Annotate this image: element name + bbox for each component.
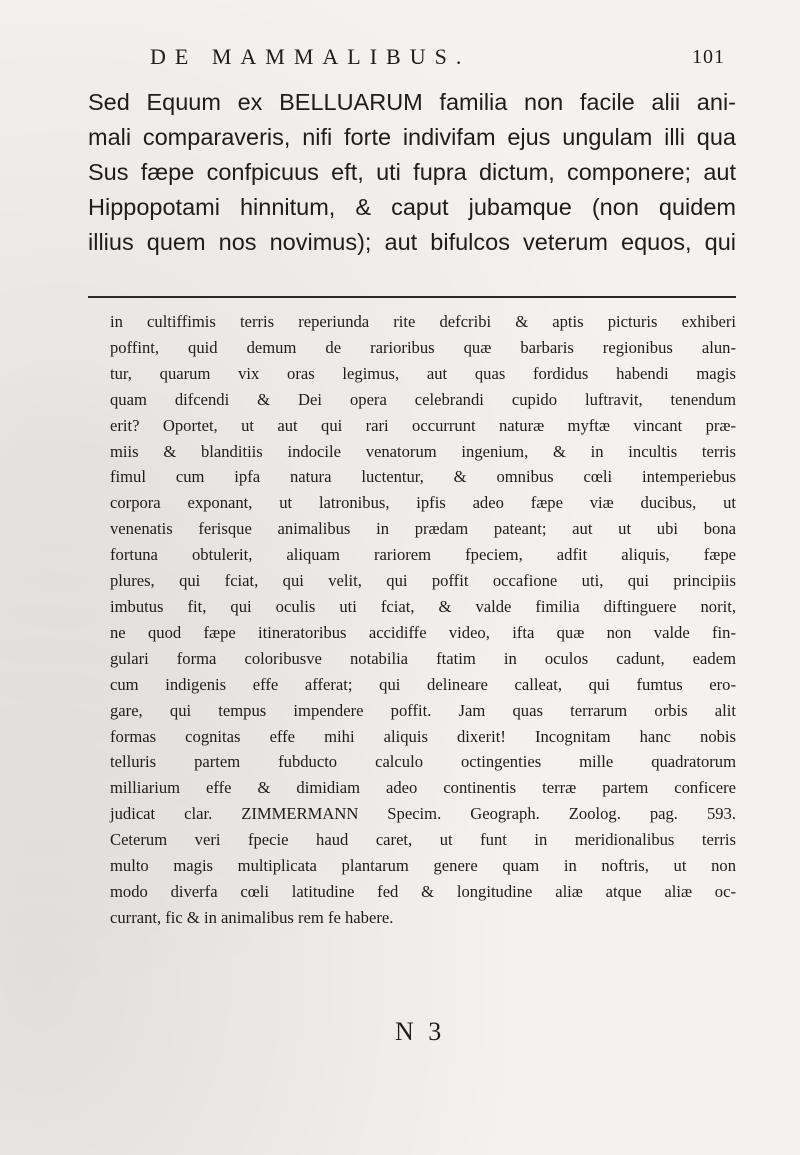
page-number: 101: [692, 46, 725, 68]
note-line: gulari forma coloribusve notabilia ftatim in oculos cadunt, eadem: [110, 648, 736, 668]
main-line: mali comparaveris, nifi forte indivifam ejus ungulam illi qua: [88, 124, 736, 150]
note-line: ne quod fæpe itineratoribus accidiffe video, ifta quæ non valde fin-: [110, 622, 736, 642]
note-line: judicat clar. ZIMMERMANN Specim. Geograph. Zoolog. pag. 593.: [110, 804, 736, 824]
note-line: milliarium effe & dimidiam adeo continentis terræ partem conficere: [110, 778, 736, 798]
main-line: Sed Equum ex BELLUARUM familia non facile alii ani-: [88, 89, 736, 115]
note-line: Ceterum veri fpecie haud caret, ut funt in meridionalibus terris: [110, 830, 736, 850]
note-line: erit? Oportet, ut aut qui rari occurrunt naturæ myftæ vincant præ-: [110, 415, 736, 435]
main-line: illius quem nos novimus); aut bifulcos veterum equos, qui: [88, 229, 736, 255]
main-paragraph: [88, 85, 736, 260]
note-line: miis & blanditiis indocile venatorum ingenium, & in incultis terris: [110, 441, 736, 461]
note-line: modo diverfa cœli latitudine fed & longitudine aliæ atque aliæ oc-: [110, 881, 736, 901]
note-line: plures, qui fciat, qui velit, qui poffit occafione uti, qui principiis: [110, 571, 736, 591]
note-line: venenatis ferisque animalibus in prædam pateant; aut ut ubi bona: [110, 519, 736, 539]
footnote-rule: [88, 296, 736, 298]
note-line: poffint, quid demum de rarioribus quæ barbaris regionibus alun-: [110, 337, 736, 357]
note-line: telluris partem fubducto calculo octingenties mille quadratorum: [110, 752, 736, 772]
main-line: Hippopotami hinnitum, & caput jubamque (non quidem: [88, 194, 736, 220]
note-line: tur, quarum vix oras legimus, aut quas fordidus habendi magis: [110, 363, 736, 383]
note-line: cum indigenis effe afferat; qui delineare calleat, qui fumtus ero-: [110, 674, 736, 694]
signature-mark: N 3: [395, 1017, 446, 1046]
note-line: in cultiffimis terris reperiunda rite defcribi & aptis picturis exhiberi: [110, 312, 736, 331]
note-line: formas cognitas effe mihi aliquis dixerit! Incognitam hanc nobis: [110, 726, 736, 746]
note-line: imbutus fit, qui oculis uti fciat, & valde fimilia diftinguere norit,: [110, 596, 736, 616]
note-line: currant, fic & in animalibus rem fe habere.: [110, 907, 394, 927]
note-line: fortuna obtulerit, aliquam rariorem fpeciem, adfit aliquis, fæpe: [110, 545, 736, 565]
note-line: fimul cum ipfa natura luctentur, & omnibus cœli intemperiebus: [110, 467, 736, 487]
running-head: DE MAMMALIBUS.: [150, 44, 471, 69]
note-line: quam difcendi & Dei opera celebrandi cupido luftravit, tenendum: [110, 389, 736, 409]
main-line: Sus fæpe confpicuus eft, uti fupra dictum, componere; aut: [88, 159, 736, 185]
note-line: gare, qui tempus impendere poffit. Jam quas terrarum orbis alit: [110, 700, 736, 720]
note-line: corpora exponant, ut latronibus, ipfis adeo fæpe viæ ducibus, ut: [110, 493, 736, 513]
note-line: multo magis multiplicata plantarum genere quam in noftris, ut non: [110, 856, 736, 876]
footnote-paragraph: [110, 309, 736, 931]
